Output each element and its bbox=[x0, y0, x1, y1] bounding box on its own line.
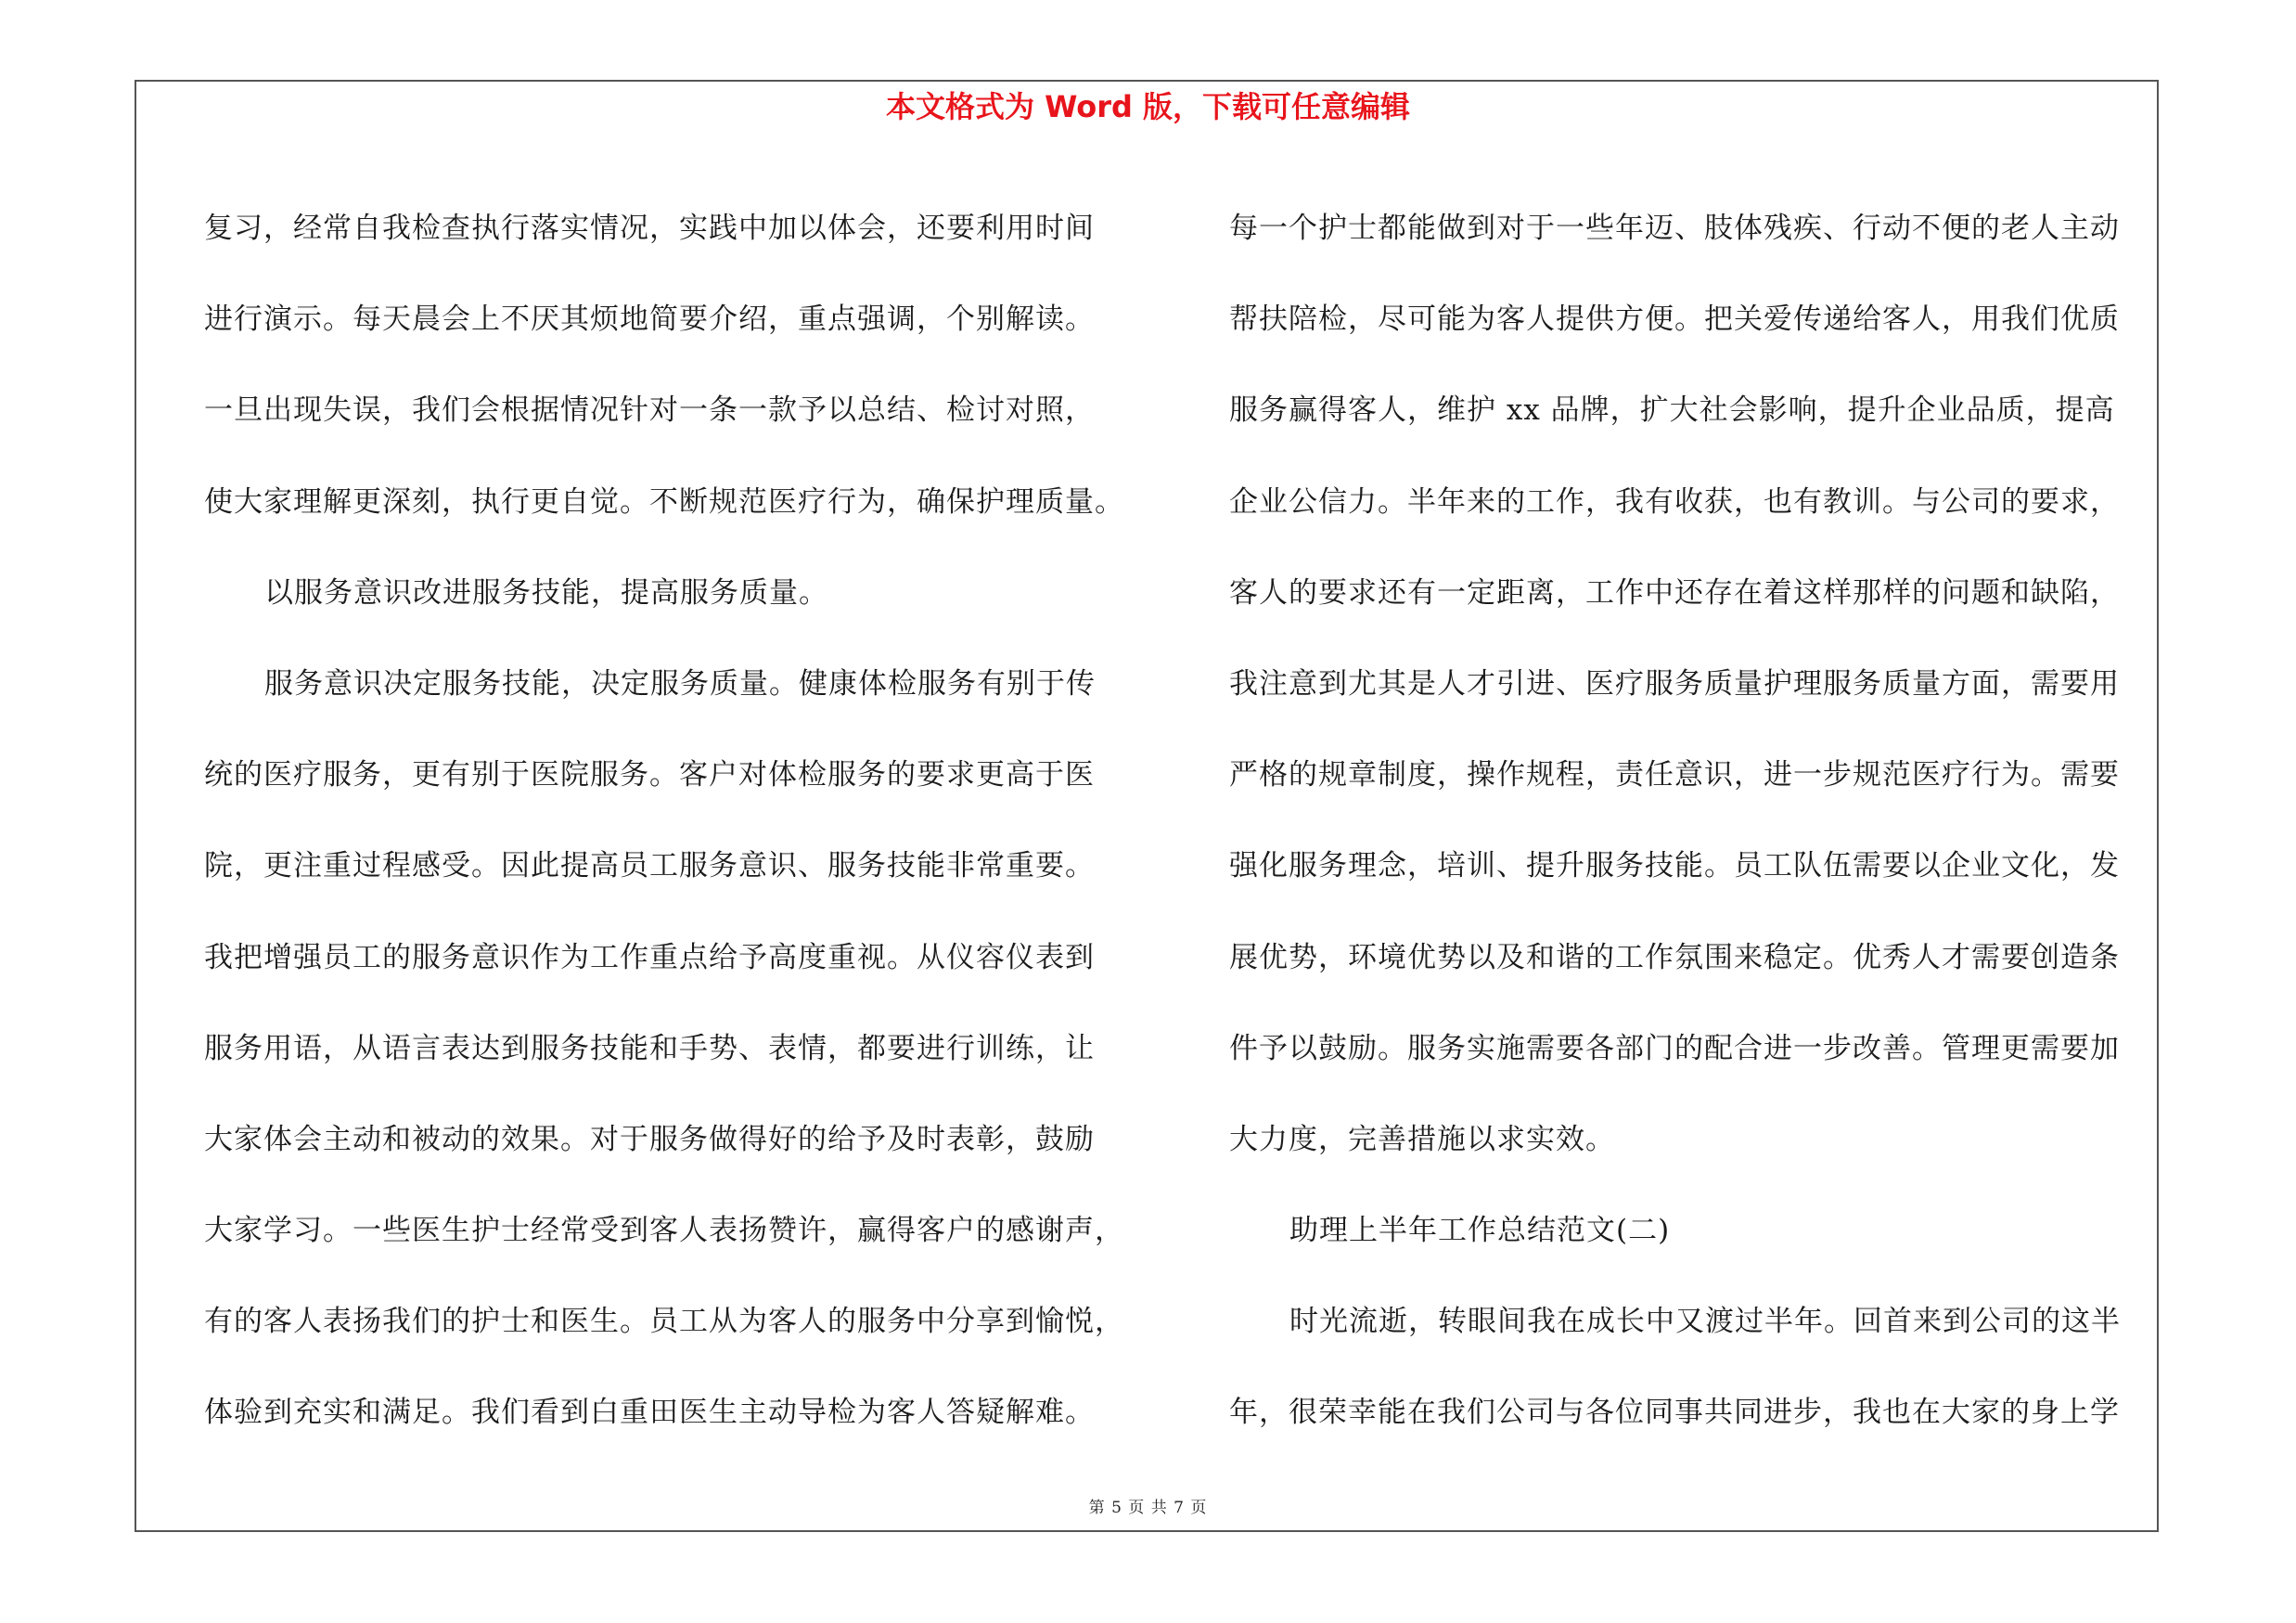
text-line: 助理上半年工作总结范文(二) bbox=[1289, 1214, 1671, 1248]
text-line: 大家学习。一些医生护士经常受到客人表扬赞许，赢得客户的感谢声， bbox=[204, 1214, 1124, 1248]
text-line: 一旦出现失误，我们会根据情况针对一条一款予以总结、检讨对照， bbox=[204, 393, 1095, 428]
text-line: 强化服务理念，培训、提升服务技能。员工队伍需要以企业文化，发 bbox=[1229, 849, 2120, 883]
text-line: 服务赢得客人，维护 xx 品牌，扩大社会影响，提升企业品质，提高 bbox=[1229, 393, 2115, 428]
left-text-column bbox=[204, 183, 1146, 1459]
text-line: 严格的规章制度，操作规程，责任意识，进一步规范医疗行为。需要 bbox=[1229, 758, 2120, 792]
text-line: 使大家理解更深刻，执行更自觉。不断规范医疗行为，确保护理质量。 bbox=[204, 484, 1124, 519]
text-line: 展优势，环境优势以及和谐的工作氛围来稳定。优秀人才需要创造条 bbox=[1229, 940, 2120, 974]
right-text-column bbox=[1229, 183, 2166, 1459]
text-line: 进行演示。每天晨会上不厌其烦地简要介绍，重点强调，个别解读。 bbox=[204, 303, 1095, 337]
text-line: 每一个护士都能做到对于一些年迈、肢体残疾、行动不便的老人主动 bbox=[1229, 212, 2120, 245]
text-line: 件予以鼓励。服务实施需要各部门的配合进一步改善。管理更需要加 bbox=[1229, 1031, 2120, 1065]
text-line: 年，很荣幸能在我们公司与各位同事共同进步，我也在大家的身上学 bbox=[1229, 1396, 2120, 1430]
text-line: 帮扶陪检，尽可能为客人提供方便。把关爱传递给客人，用我们优质 bbox=[1229, 303, 2120, 337]
text-line: 统的医疗服务，更有别于医院服务。客户对体检服务的要求更高于医 bbox=[204, 758, 1095, 792]
text-line: 我注意到尤其是人才引进、医疗服务质量护理服务质量方面，需要用 bbox=[1229, 666, 2120, 701]
text-line: 有的客人表扬我们的护士和医生。员工从为客人的服务中分享到愉悦， bbox=[204, 1305, 1124, 1339]
text-line: 时光流逝，转眼间我在成长中又渡过半年。回首来到公司的这半 bbox=[1289, 1305, 2121, 1339]
text-line: 院，更注重过程感受。因此提高员工服务意识、服务技能非常重要。 bbox=[204, 849, 1095, 883]
text-line: 我把增强员工的服务意识作为工作重点给予高度重视。从仪容仪表到 bbox=[204, 940, 1095, 974]
text-line: 大家体会主动和被动的效果。对于服务做得好的给予及时表彰，鼓励 bbox=[204, 1122, 1095, 1156]
text-line: 客人的要求还有一定距离，工作中还存在着这样那样的问题和缺陷， bbox=[1229, 575, 2120, 610]
text-line: 体验到充实和满足。我们看到白重田医生主动导检为客人答疑解难。 bbox=[204, 1396, 1095, 1430]
text-line: 服务用语，从语言表达到服务技能和手势、表情，都要进行训练，让 bbox=[204, 1031, 1095, 1065]
text-line: 以服务意识改进服务技能，提高服务质量。 bbox=[264, 575, 828, 610]
text-line: 大力度，完善措施以求实效。 bbox=[1229, 1122, 1615, 1156]
text-line: 复习，经常自我检查执行落实情况，实践中加以体会，还要利用时间 bbox=[204, 212, 1095, 245]
page-number-footer: 第 5 页 共 7 页 bbox=[1088, 1499, 1208, 1517]
editable-format-banner: 本文格式为 Word 版，下载可任意编辑 bbox=[885, 89, 1411, 124]
text-line: 服务意识决定服务技能，决定服务质量。健康体检服务有别于传 bbox=[264, 666, 1096, 701]
text-line: 企业公信力。半年来的工作，我有收获，也有教训。与公司的要求， bbox=[1229, 484, 2120, 519]
